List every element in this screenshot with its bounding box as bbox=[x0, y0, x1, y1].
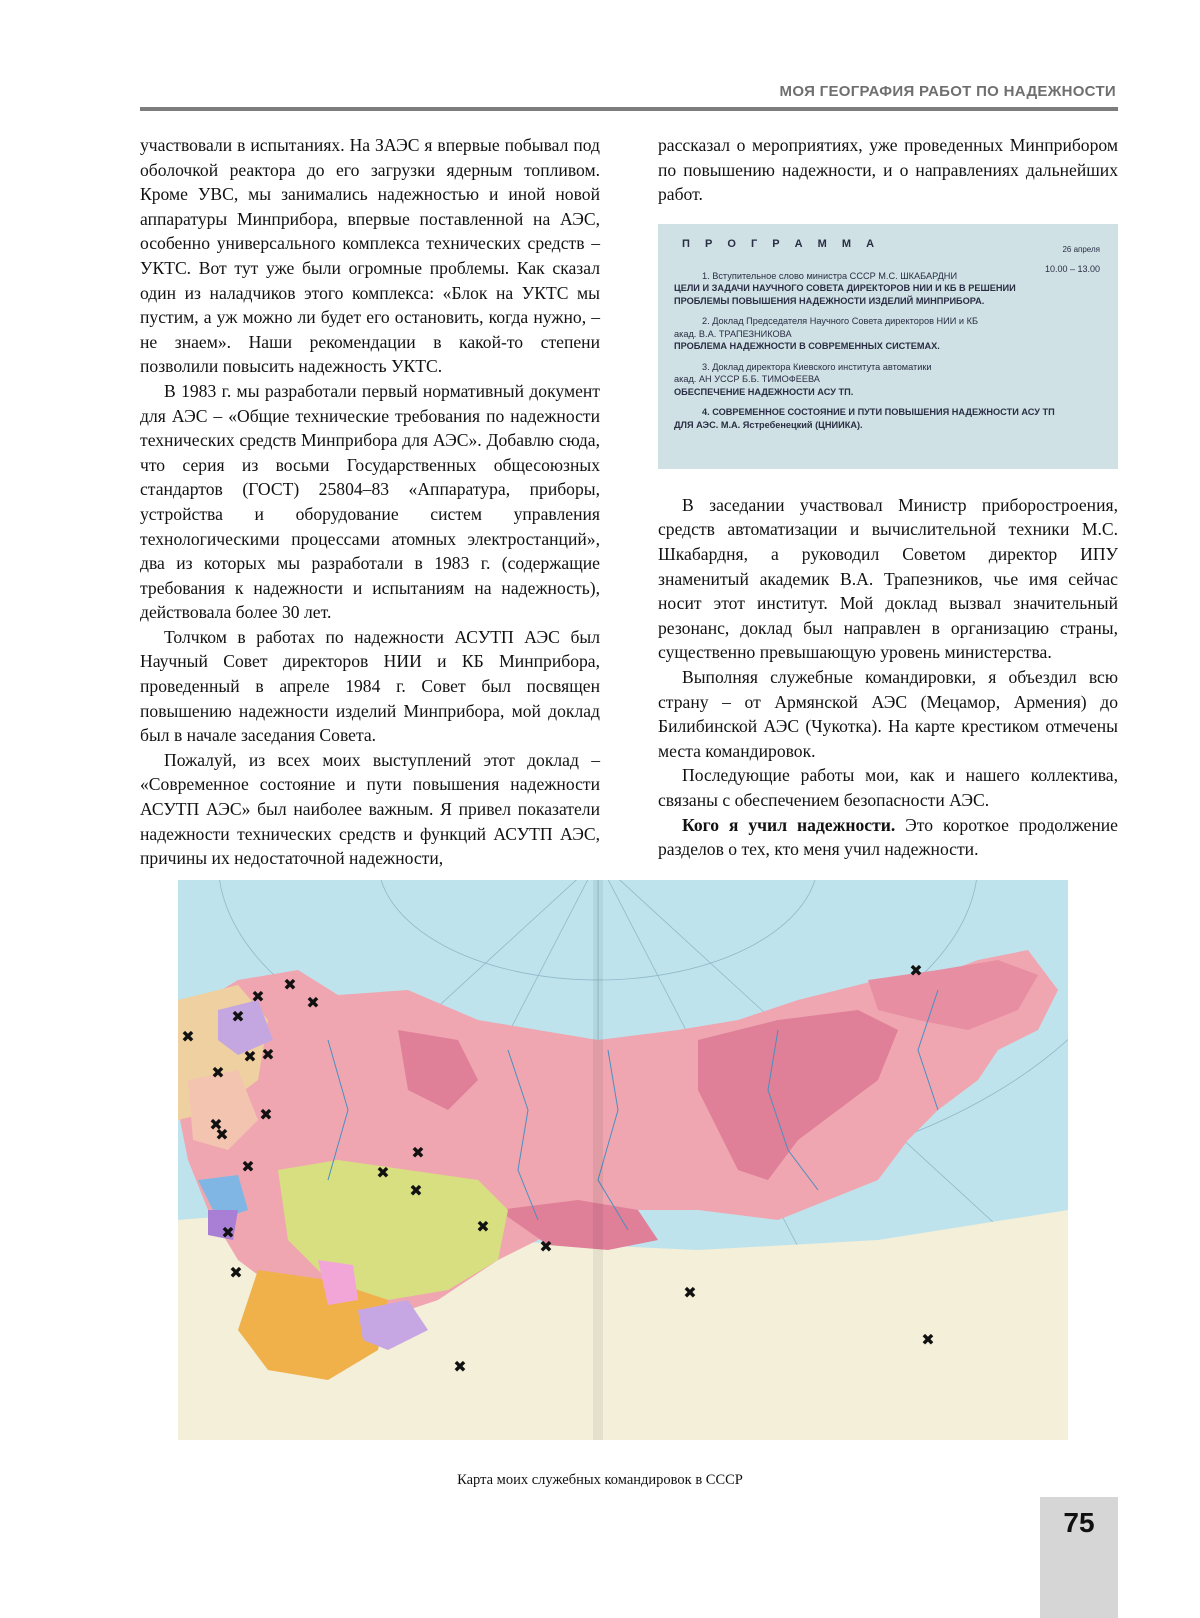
trip-marker: ✖ bbox=[453, 1357, 466, 1376]
program-line: акад. В.А. ТРАПЕЗНИКОВА bbox=[674, 328, 1110, 341]
program-line: ПРОБЛЕМА НАДЕЖНОСТИ В СОВРЕМЕННЫХ СИСТЕМАХ. bbox=[674, 340, 1110, 353]
left-paragraph-1: участвовали в испытаниях. На ЗАЭС я впервые побывал под оболочкой реактора до его загрузки ядерным топливом. Кроме УВС, мы занимались надежностью и иной новой аппаратуры Минприбора, впервые поставленной на АЭС, особенно универсального комплекса технических средств – УКТС. Вот тут уже были огромные проблемы. Как сказал один из наладчиков этого комплекса: «Блок на УКТС мы пустим, а уж можно ли будет его остановить, когда нужно, – не знаем». Наши рекомендации в какой-то степени позволили повысить надежность УКТС. bbox=[140, 133, 600, 379]
header-rule bbox=[140, 107, 1118, 111]
page-number: 75 bbox=[1040, 1507, 1118, 1539]
map-caption: Карта моих служебных командировок в СССР bbox=[0, 1472, 1200, 1489]
trip-marker: ✖ bbox=[261, 1045, 274, 1064]
trip-marker: ✖ bbox=[251, 987, 264, 1006]
program-photo bbox=[658, 224, 1118, 469]
left-column bbox=[140, 133, 600, 871]
section-lead: Кого я учил надежности. bbox=[682, 815, 895, 835]
program-line: 2. Доклад Председателя Научного Совета директоров НИИ и КБ bbox=[674, 315, 1110, 328]
program-line: акад. АН УССР Б.Б. ТИМОФЕЕВА bbox=[674, 373, 1110, 386]
program-time: 10.00 – 13.00 bbox=[1045, 257, 1100, 282]
program-line: 1. Вступительное слово министра СССР М.С. ШКАБАРДНИ bbox=[674, 270, 1110, 283]
program-items bbox=[674, 270, 1110, 440]
program-line: 4. СОВРЕМЕННОЕ СОСТОЯНИЕ И ПУТИ ПОВЫШЕНИЯ НАДЕЖНОСТИ АСУ ТП bbox=[674, 406, 1110, 419]
ussr-map-graphic bbox=[178, 880, 1068, 1440]
right-paragraph-2: Выполняя служебные командировки, я объездил всю страну – от Армянской АЭС (Мецамор, Армения) до Билибинской АЭС (Чукотка). На карте крестиком отмечены места командировок. bbox=[658, 665, 1118, 763]
trip-marker: ✖ bbox=[476, 1217, 489, 1236]
trip-marker: ✖ bbox=[306, 993, 319, 1012]
program-line: ЦЕЛИ И ЗАДАЧИ НАУЧНОГО СОВЕТА ДИРЕКТОРОВ НИИ И КБ В РЕШЕНИИ bbox=[674, 282, 1110, 295]
program-line: ДЛЯ АЭС. М.А. Ястребенецкий (ЦНИИКА). bbox=[674, 419, 1110, 432]
right-column bbox=[658, 133, 1118, 862]
map-fold bbox=[593, 880, 603, 1440]
program-line: ОБЕСПЕЧЕНИЕ НАДЕЖНОСТИ АСУ ТП. bbox=[674, 386, 1110, 399]
trip-marker: ✖ bbox=[221, 1223, 234, 1242]
program-item-4 bbox=[674, 406, 1110, 431]
trip-marker: ✖ bbox=[243, 1047, 256, 1066]
trip-marker: ✖ bbox=[229, 1263, 242, 1282]
trip-marker: ✖ bbox=[411, 1143, 424, 1162]
trip-marker: ✖ bbox=[921, 1330, 934, 1349]
trip-marker: ✖ bbox=[683, 1283, 696, 1302]
program-line: ПРОБЛЕМЫ ПОВЫШЕНИЯ НАДЕЖНОСТИ ИЗДЕЛИЙ МИНПРИБОРА. bbox=[674, 295, 1110, 308]
trip-marker: ✖ bbox=[241, 1157, 254, 1176]
section-lead-text: Это короткое продолжение разделов о тех, кто меня учил надежности. bbox=[658, 815, 1118, 860]
program-date: 26 апреля bbox=[1062, 238, 1100, 263]
trip-marker: ✖ bbox=[181, 1027, 194, 1046]
trip-marker: ✖ bbox=[209, 1115, 222, 1134]
trip-marker: ✖ bbox=[215, 1125, 228, 1144]
running-head: МОЯ ГЕОГРАФИЯ РАБОТ ПО НАДЕЖНОСТИ bbox=[780, 83, 1116, 100]
right-paragraph-3: Последующие работы мои, как и нашего коллектива, связаны с обеспечением безопасности АЭС. bbox=[658, 763, 1118, 812]
trip-marker: ✖ bbox=[231, 1007, 244, 1026]
program-title: П Р О Г Р А М М А bbox=[682, 232, 880, 257]
program-line: 3. Доклад директора Киевского института автоматики bbox=[674, 361, 1110, 374]
trip-marker: ✖ bbox=[211, 1063, 224, 1082]
left-paragraph-2: В 1983 г. мы разработали первый нормативный документ для АЭС – «Общие технические требования по надежности технических средств Минприбора для АЭС». Добавлю сюда, что серия из восьми Государственных общесоюзных стандартов (ГОСТ) 25804–83 «Аппаратура, приборы, устройства и оборудование систем управления технологическими процессами атомных электростанций», два из которых мы разработали в 1983 г. (содержащие требования к надежности и испытаниям на надежность), действовала более 30 лет. bbox=[140, 379, 600, 625]
ussr-map bbox=[178, 880, 1068, 1440]
trip-marker: ✖ bbox=[409, 1181, 422, 1200]
right-paragraph-intro: рассказал о мероприятиях, уже проведенных Минприбором по повышению надежности, и о направлениях дальнейших работ. bbox=[658, 133, 1118, 207]
page-number-box bbox=[1040, 1497, 1118, 1618]
trip-marker: ✖ bbox=[909, 961, 922, 980]
trip-marker: ✖ bbox=[539, 1237, 552, 1256]
program-item-1 bbox=[674, 270, 1110, 308]
left-paragraph-3: Толчком в работах по надежности АСУТП АЭС был Научный Совет директоров НИИ и КБ Минприбора, проведенный в апреле 1984 г. Совет был посвящен повышению надежности изделий Минприбора, мой доклад был в начале заседания Совета. bbox=[140, 625, 600, 748]
program-item-3 bbox=[674, 361, 1110, 399]
trip-marker: ✖ bbox=[283, 975, 296, 994]
left-paragraph-4: Пожалуй, из всех моих выступлений этот доклад – «Современное состояние и пути повышения надежности АСУТП АЭС» был наиболее важным. Я привел показатели надежности технических средств и функций АСУТП АЭС, причины их недостаточной надежности, bbox=[140, 748, 600, 871]
right-paragraph-4 bbox=[658, 813, 1118, 862]
trip-marker: ✖ bbox=[259, 1105, 272, 1124]
trip-marker: ✖ bbox=[376, 1163, 389, 1182]
right-paragraph-1: В заседании участвовал Министр приборостроения, средств автоматизации и вычислительной техники М.С. Шкабардня, а руководил Советом директор ИПУ знаменитый академик В.А. Трапезников, чье имя сейчас носит этот институт. Мой доклад вызвал значительный резонанс, доклад был направлен в организацию страны, существенно превышающую уровень министерства. bbox=[658, 493, 1118, 665]
program-item-2 bbox=[674, 315, 1110, 353]
